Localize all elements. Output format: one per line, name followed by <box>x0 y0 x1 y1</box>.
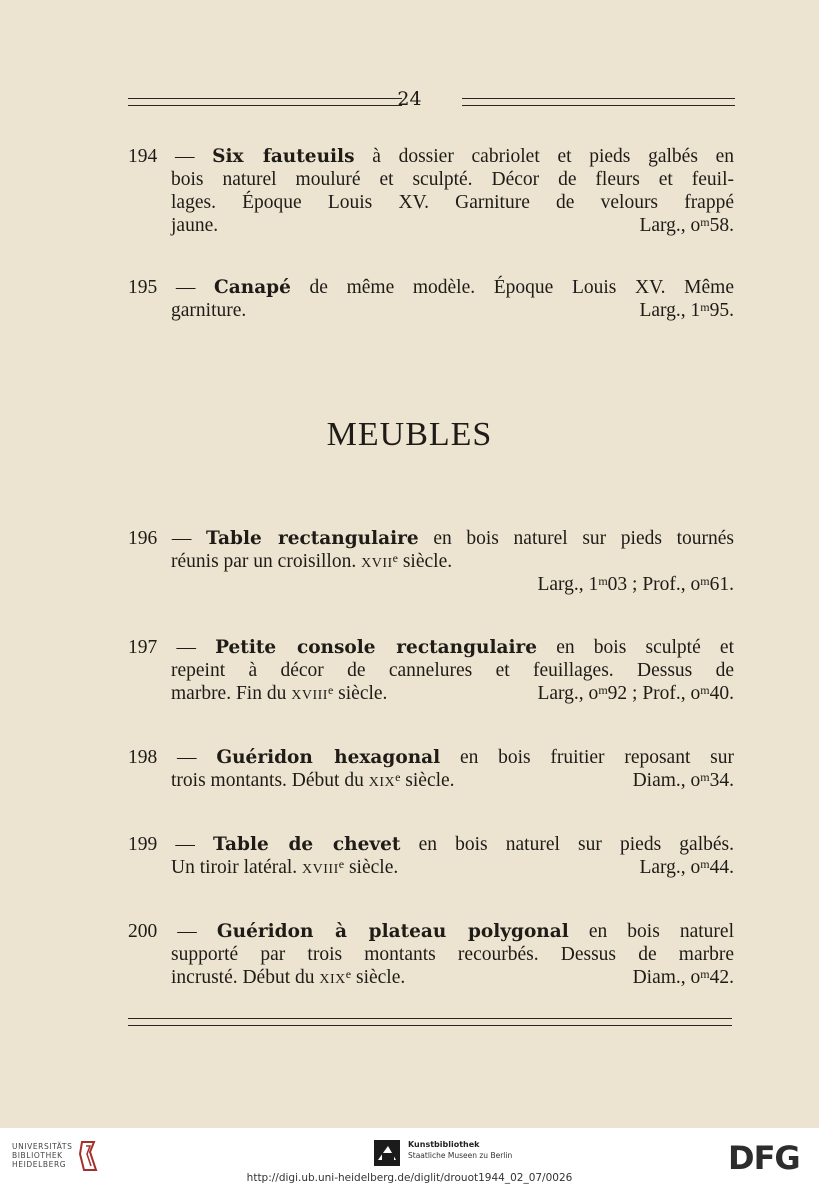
lot-text: lages. Époque Louis XV. Garniture de velours frappé <box>171 192 734 213</box>
lot-195: 195 — Canapé de même modèle. Époque Louis XV. Même garniture. Larg., 1$^m$95. <box>128 277 735 321</box>
lot-number: 199 <box>128 834 158 855</box>
lot-dimensions: Larg., $o^m58$. <box>639 215 734 236</box>
lot-197: 197 — Petite console rectangulaire en bois sculpté et repeint à décor de cannelures et feuillages. Dessus de marbre. Fin du xviii$^e$ siècle. Larg., $o^m92$ ; Prof., $o^m40$. <box>128 637 734 704</box>
lot-text: en bois sculpté et <box>556 637 734 658</box>
lot-198: 198 — Guéridon hexagonal en bois fruitier reposant sur trois montants. Début du xix$^e$ siècle. Diam., $o^m34$. <box>128 747 734 791</box>
lot-title: Six fauteuils <box>212 146 355 167</box>
lot-title: Canapé <box>214 277 291 298</box>
heidelberg-logo-text[interactable]: UNIVERSITÄTS BIBLIOTHEK HEIDELBERG <box>12 1142 73 1169</box>
lot-number: 195 <box>128 277 158 298</box>
section-heading: MEUBLES <box>326 416 493 453</box>
lot-dimensions: Larg., $o^m92$ ; Prof., $o^m40$. <box>537 683 734 704</box>
lot-text: réunis par un croisillon. xvii$^e$ siècle. <box>171 551 453 572</box>
lot-number: 197 <box>128 637 158 658</box>
lot-text: en bois fruitier reposant sur <box>459 747 734 768</box>
lot-number: 200 <box>128 921 158 942</box>
kunstbibliothek-logo-icon[interactable] <box>374 1140 400 1166</box>
lot-text: de même modèle. Époque Louis XV. Même <box>309 277 735 298</box>
lot-text: en bois naturel <box>588 921 734 942</box>
lot-text: supporté par trois montants recourbés. Dessus de marbre <box>171 944 734 965</box>
kunstbibliothek-subtitle: Staatliche Museen zu Berlin <box>408 1151 513 1160</box>
lot-text: trois montants. Début du xix$^e$ siècle. <box>171 770 455 791</box>
lot-text: à dossier cabriolet et pieds galbés en <box>372 146 735 167</box>
footer-rule <box>128 1018 732 1026</box>
lot-title: Petite console rectangulaire <box>215 637 538 658</box>
lot-text: incrusté. Début du xix$^e$ siècle. <box>171 967 406 988</box>
kunstbibliothek-title: Kunstbibliothek <box>408 1140 480 1149</box>
heidelberg-logo-icon[interactable] <box>78 1140 98 1172</box>
lot-dimensions: Diam., $o^m42$. <box>632 967 734 988</box>
source-url[interactable]: http://digi.ub.uni-heidelberg.de/diglit/drouot1944_02_07/0026 <box>246 1172 573 1184</box>
dfg-logo[interactable]: DFG <box>728 1139 800 1177</box>
lot-title: Guéridon à plateau polygonal <box>216 921 569 942</box>
lot-199: 199 — Table de chevet en bois naturel sur pieds galbés. Un tiroir latéral. xviii$^e$ siècle. Larg., $o^m44$. <box>128 834 734 878</box>
lot-dimensions: Diam., $o^m34$. <box>632 770 734 791</box>
lot-196: 196 — Table rectangulaire en bois naturel sur pieds tournés réunis par un croisillon. xvii$^e$ siècle. Larg., 1$^m$03 ; Prof., $o^m61$. <box>128 528 735 595</box>
lot-number: 198 <box>128 747 158 768</box>
lot-text: en bois naturel sur pieds tournés <box>433 528 735 549</box>
lot-text: jaune. <box>171 215 219 236</box>
lot-title: Table rectangulaire <box>206 528 419 549</box>
lot-number: 196 <box>128 528 158 549</box>
lot-dimensions: Larg., 1$^m$95. <box>639 300 734 321</box>
digitization-footer <box>0 1128 819 1187</box>
lot-text: Un tiroir latéral. xviii$^e$ siècle. <box>171 857 399 878</box>
lot-200: 200 — Guéridon à plateau polygonal en bois naturel supporté par trois montants recourbés. Dessus de marbre incrusté. Début du xix$^e$ siècle. Diam., $o^m42$. <box>128 921 734 988</box>
lot-text: en bois naturel sur pieds galbés. <box>418 834 734 855</box>
header-rule-right <box>462 98 735 106</box>
lot-text: garniture. <box>171 300 247 321</box>
lot-text: marbre. Fin du xviii$^e$ siècle. <box>171 683 388 704</box>
lot-194: 194 — Six fauteuils à dossier cabriolet et pieds galbés en bois naturel mouluré et sculpté. Décor de fleurs et feuil- lages. Époque Louis XV. Garniture de velours frappé jaune. Larg., $o^m58$. <box>128 146 735 236</box>
lot-number: 194 <box>128 146 158 167</box>
lot-dimensions: Larg., 1$^m$03 ; Prof., $o^m61$. <box>537 574 734 595</box>
lot-text: repeint à décor de cannelures et feuillages. Dessus de <box>171 660 734 681</box>
lot-title: Table de chevet <box>213 834 401 855</box>
lot-text: bois naturel mouluré et sculpté. Décor de fleurs et feuil- <box>171 169 734 190</box>
lot-title: Guéridon hexagonal <box>216 747 441 768</box>
lot-dimensions: Larg., $o^m44$. <box>639 857 734 878</box>
page-number: 24 <box>397 88 422 110</box>
